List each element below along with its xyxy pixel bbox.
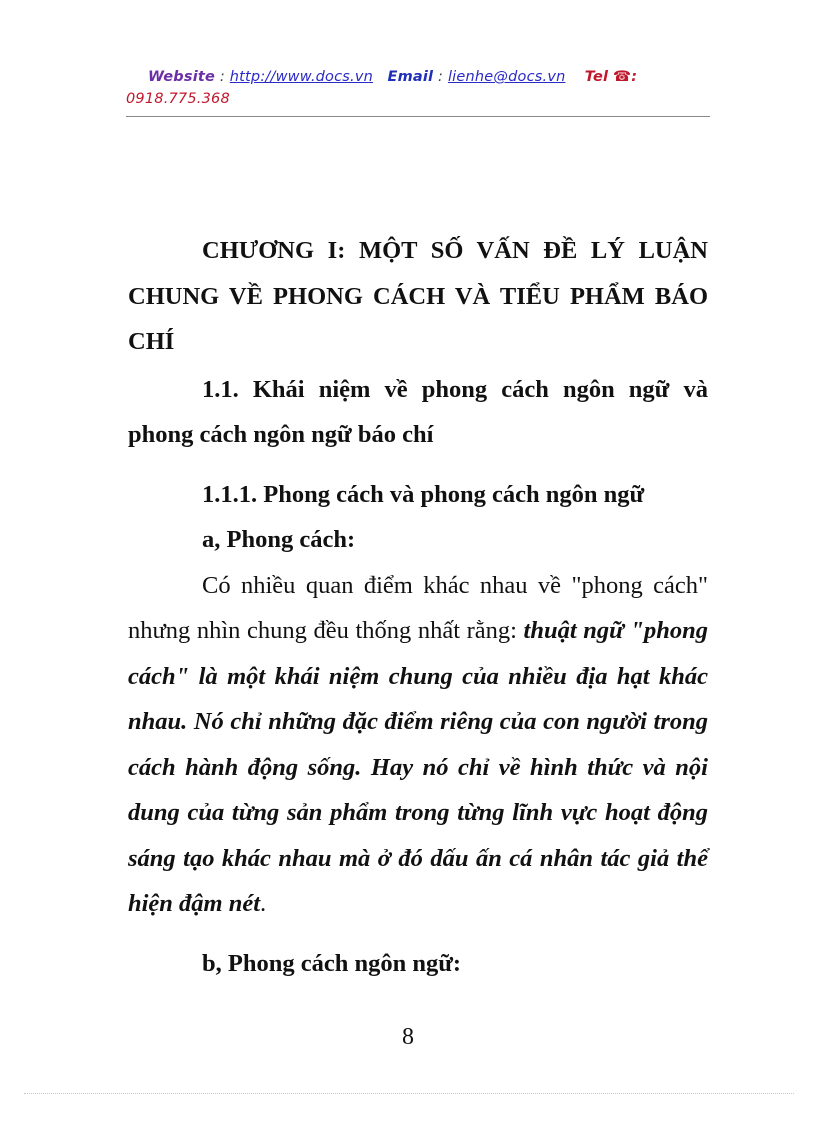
tel-label: Tel	[584, 69, 609, 85]
website-separator: :	[215, 69, 230, 85]
paragraph-emphasis: thuật ngữ "phong cách" là một khái niệm chung của nhiều địa hạt khác nhau. Nó chỉ những đặc điểm riêng của con người trong cách hành động sống. Hay nó chỉ về hình thức và nội dung của từng sản phẩm trong từng lĩnh vực hoạt động sáng tạo khác nhau mà ở đó dấu ấn cá nhân tác giả thể hiện đậm nét	[128, 617, 708, 917]
website-label: Website	[148, 69, 216, 85]
header-contact-line	[126, 66, 712, 88]
website-link[interactable]: http://www.docs.vn	[229, 69, 374, 85]
paragraph-end: .	[260, 890, 267, 917]
chapter-title: CHƯƠNG I: MỘT SỐ VẤN ĐỀ LÝ LUẬN CHUNG VỀ PHONG CÁCH VÀ TIỂU PHẨM BÁO CHÍ	[128, 237, 708, 355]
document-body	[128, 228, 708, 986]
tel-separator: :	[631, 69, 638, 85]
subsection-heading-b: b, Phong cách ngôn ngữ:	[202, 949, 462, 977]
subsection-heading-a: a, Phong cách:	[202, 526, 356, 553]
document-header	[126, 66, 712, 110]
header-divider	[126, 116, 710, 117]
phone-icon: ☎	[613, 69, 632, 85]
section-heading-1-1: 1.1. Khái niệm về phong cách ngôn ngữ và phong cách ngôn ngữ báo chí	[128, 375, 708, 448]
section-heading-1-1-1: 1.1.1. Phong cách và phong cách ngôn ngữ	[202, 480, 645, 508]
phone-number: 0918.775.368	[126, 91, 230, 107]
page-number: 8	[402, 1024, 414, 1050]
body-paragraph	[128, 563, 708, 927]
email-separator: :	[433, 69, 448, 85]
email-label: Email	[387, 69, 434, 85]
footer-divider	[24, 1093, 794, 1094]
email-link[interactable]: lienhe@docs.vn	[447, 69, 566, 85]
paragraph-intro: Có nhiều quan điểm khác nhau về "phong cách" nhưng nhìn chung đều thống nhất rằng:	[128, 571, 708, 644]
